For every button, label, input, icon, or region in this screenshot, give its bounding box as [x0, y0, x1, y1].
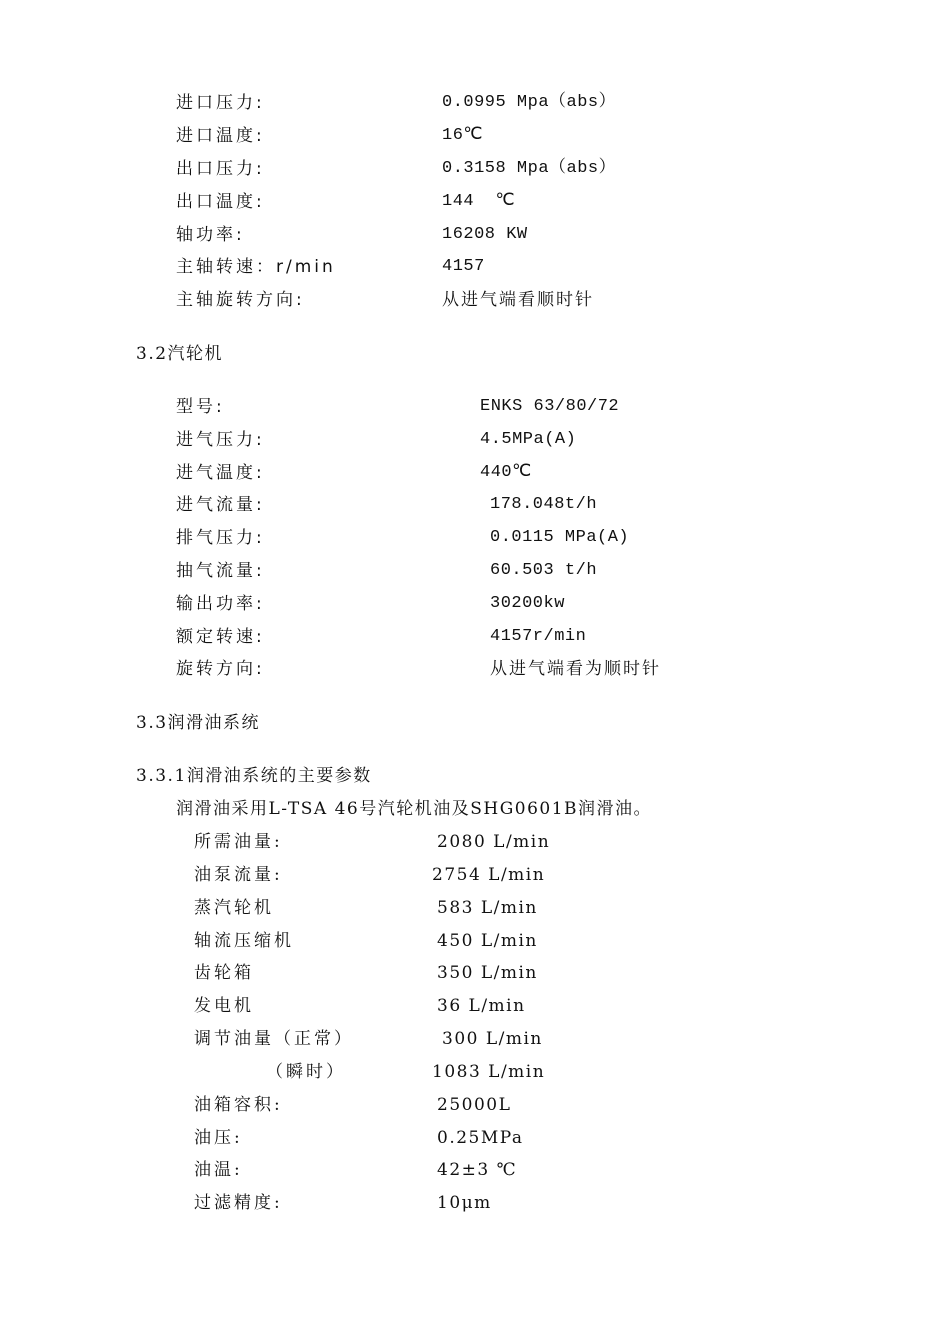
param-label: 型号:	[176, 397, 225, 417]
param-value: 1083 L/min	[432, 1062, 546, 1082]
param-value: 10μm	[437, 1193, 492, 1213]
param-label: 调节油量（正常）	[194, 1029, 354, 1049]
param-value: 350 L/min	[437, 963, 538, 983]
param-value: 440℃	[480, 463, 532, 482]
param-value: 2754 L/min	[432, 865, 546, 885]
param-value: 42±3 ℃	[437, 1160, 518, 1180]
param-value: 450 L/min	[437, 931, 538, 951]
param-label: 过滤精度:	[194, 1193, 283, 1213]
param-label: 油压:	[194, 1128, 243, 1148]
param-label: 油温:	[194, 1160, 243, 1180]
param-label: 输出功率:	[176, 594, 265, 614]
param-label: 轴流压缩机	[194, 931, 294, 951]
param-value: 0.3158 Mpa（abs）	[442, 159, 617, 178]
param-label: 主轴转速：r/min	[176, 257, 336, 277]
param-value: 16℃	[442, 126, 483, 145]
lube-intro-paragraph: 润滑油采用L-TSA 46号汽轮机油及SHG0601B润滑油。	[176, 799, 653, 819]
param-value: 300 L/min	[442, 1029, 543, 1049]
param-value: 30200kw	[490, 594, 565, 613]
param-value: 583 L/min	[437, 898, 538, 918]
param-label: 轴功率:	[176, 225, 245, 245]
param-label: 进气压力:	[176, 430, 265, 450]
param-label: 进口温度:	[176, 126, 265, 146]
param-value: 144 ℃	[442, 192, 516, 211]
param-label: 额定转速:	[176, 627, 265, 647]
param-value: 从进气端看顺时针	[442, 290, 594, 310]
param-value: 25000L	[437, 1095, 512, 1115]
param-label: 油泵流量:	[194, 865, 283, 885]
param-label: 发电机	[194, 996, 254, 1016]
param-label: 进气温度:	[176, 463, 265, 483]
param-label: 抽气流量:	[176, 561, 265, 581]
param-label: 进口压力:	[176, 93, 265, 113]
param-value: 0.0995 Mpa（abs）	[442, 93, 617, 112]
param-label: 进气流量:	[176, 495, 265, 515]
section-heading-3-2: 3.2汽轮机	[136, 344, 224, 364]
param-value: 0.0115 MPa(A)	[490, 528, 630, 547]
param-label: 出口温度:	[176, 192, 265, 212]
param-value: 178.048t/h	[490, 495, 598, 514]
param-value: 2080 L/min	[437, 832, 551, 852]
param-value: 4.5MPa(A)	[480, 430, 577, 449]
section-heading-3-3-1: 3.3.1润滑油系统的主要参数	[136, 766, 372, 786]
param-label: （瞬时）	[266, 1062, 346, 1082]
section-heading-3-3: 3.3润滑油系统	[136, 713, 261, 733]
param-value: 0.25MPa	[437, 1128, 524, 1148]
param-label: 油箱容积:	[194, 1095, 283, 1115]
param-label: 蒸汽轮机	[194, 898, 274, 918]
param-label: 旋转方向:	[176, 659, 265, 679]
param-label: 主轴旋转方向:	[176, 290, 305, 310]
param-value: ENKS 63/80/72	[480, 397, 620, 416]
param-value: 4157r/min	[490, 627, 587, 646]
param-value: 16208 KW	[442, 225, 528, 244]
param-label: 出口压力:	[176, 159, 265, 179]
param-value: 60.503 t/h	[490, 561, 598, 580]
param-label: 齿轮箱	[194, 963, 254, 983]
param-value: 从进气端看为顺时针	[490, 659, 661, 679]
param-value: 36 L/min	[437, 996, 526, 1016]
param-label: 排气压力:	[176, 528, 265, 548]
param-label: 所需油量:	[194, 832, 283, 852]
param-value: 4157	[442, 257, 485, 276]
